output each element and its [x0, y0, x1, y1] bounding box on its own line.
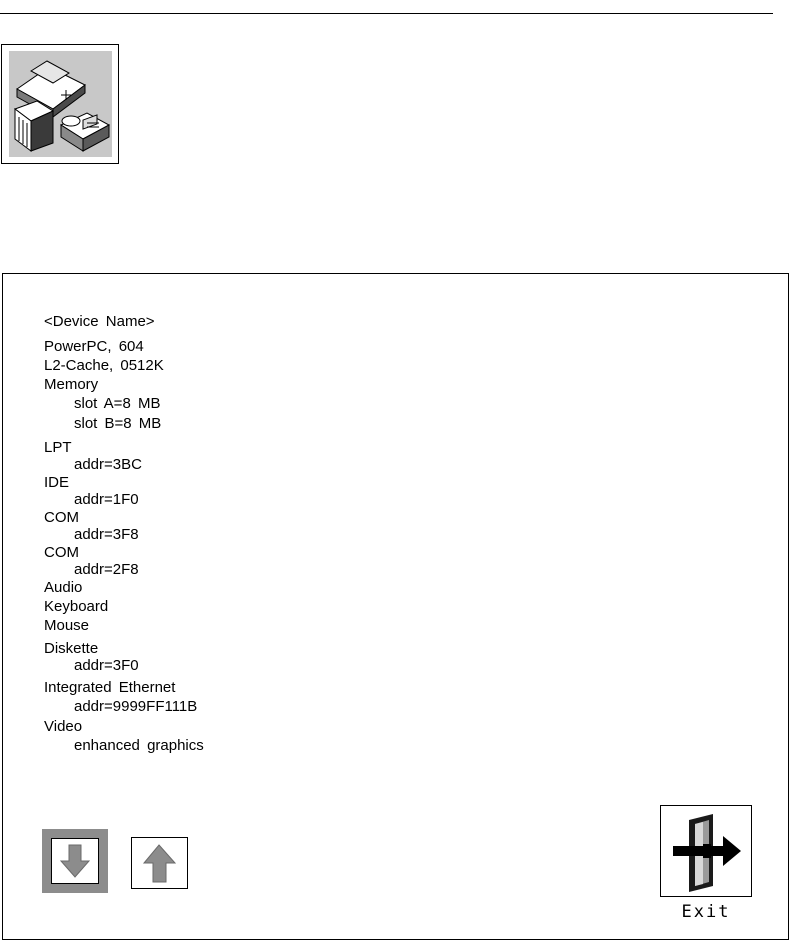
device-ide-address: addr=1F0 — [74, 491, 139, 508]
scroll-up-button[interactable] — [131, 837, 188, 889]
device-com-2-address: addr=2F8 — [74, 561, 139, 578]
exit-door-icon — [661, 806, 751, 896]
device-video: Video — [44, 718, 83, 735]
device-keyboard: Keyboard — [44, 598, 109, 615]
device-com-1-address: addr=3F8 — [74, 526, 139, 543]
device-panel — [2, 273, 789, 940]
top-divider — [0, 13, 773, 14]
device-lpt-address: addr=3BC — [74, 456, 142, 473]
arrow-up-icon — [132, 838, 187, 888]
device-diskette: Diskette — [44, 640, 99, 657]
memory-slot-a: slot A=8 MB — [74, 395, 161, 412]
device-mouse: Mouse — [44, 617, 90, 634]
exit-label: Exit — [681, 902, 731, 922]
app-icon-frame — [1, 44, 119, 164]
arrow-down-icon — [51, 838, 99, 884]
device-cache: L2-Cache, 0512K — [44, 357, 164, 374]
device-processor: PowerPC, 604 — [44, 338, 144, 355]
device-audio: Audio — [44, 579, 83, 596]
memory-slot-b: slot B=8 MB — [74, 415, 162, 432]
device-ethernet-address: addr=9999FF111B — [74, 698, 198, 715]
device-list-header: <Device Name> — [44, 313, 155, 330]
device-video-detail: enhanced graphics — [74, 737, 204, 754]
device-com-2: COM — [44, 544, 79, 561]
device-diskette-address: addr=3F0 — [74, 657, 139, 674]
device-ethernet: Integrated Ethernet — [44, 679, 176, 696]
device-ide: IDE — [44, 474, 70, 491]
device-com-1: COM — [44, 509, 79, 526]
device-lpt: LPT — [44, 439, 72, 456]
scroll-down-button[interactable] — [42, 829, 108, 893]
system-configuration-icon — [9, 51, 112, 157]
exit-button[interactable] — [660, 805, 752, 897]
device-memory: Memory — [44, 376, 99, 393]
device-list — [44, 312, 204, 756]
